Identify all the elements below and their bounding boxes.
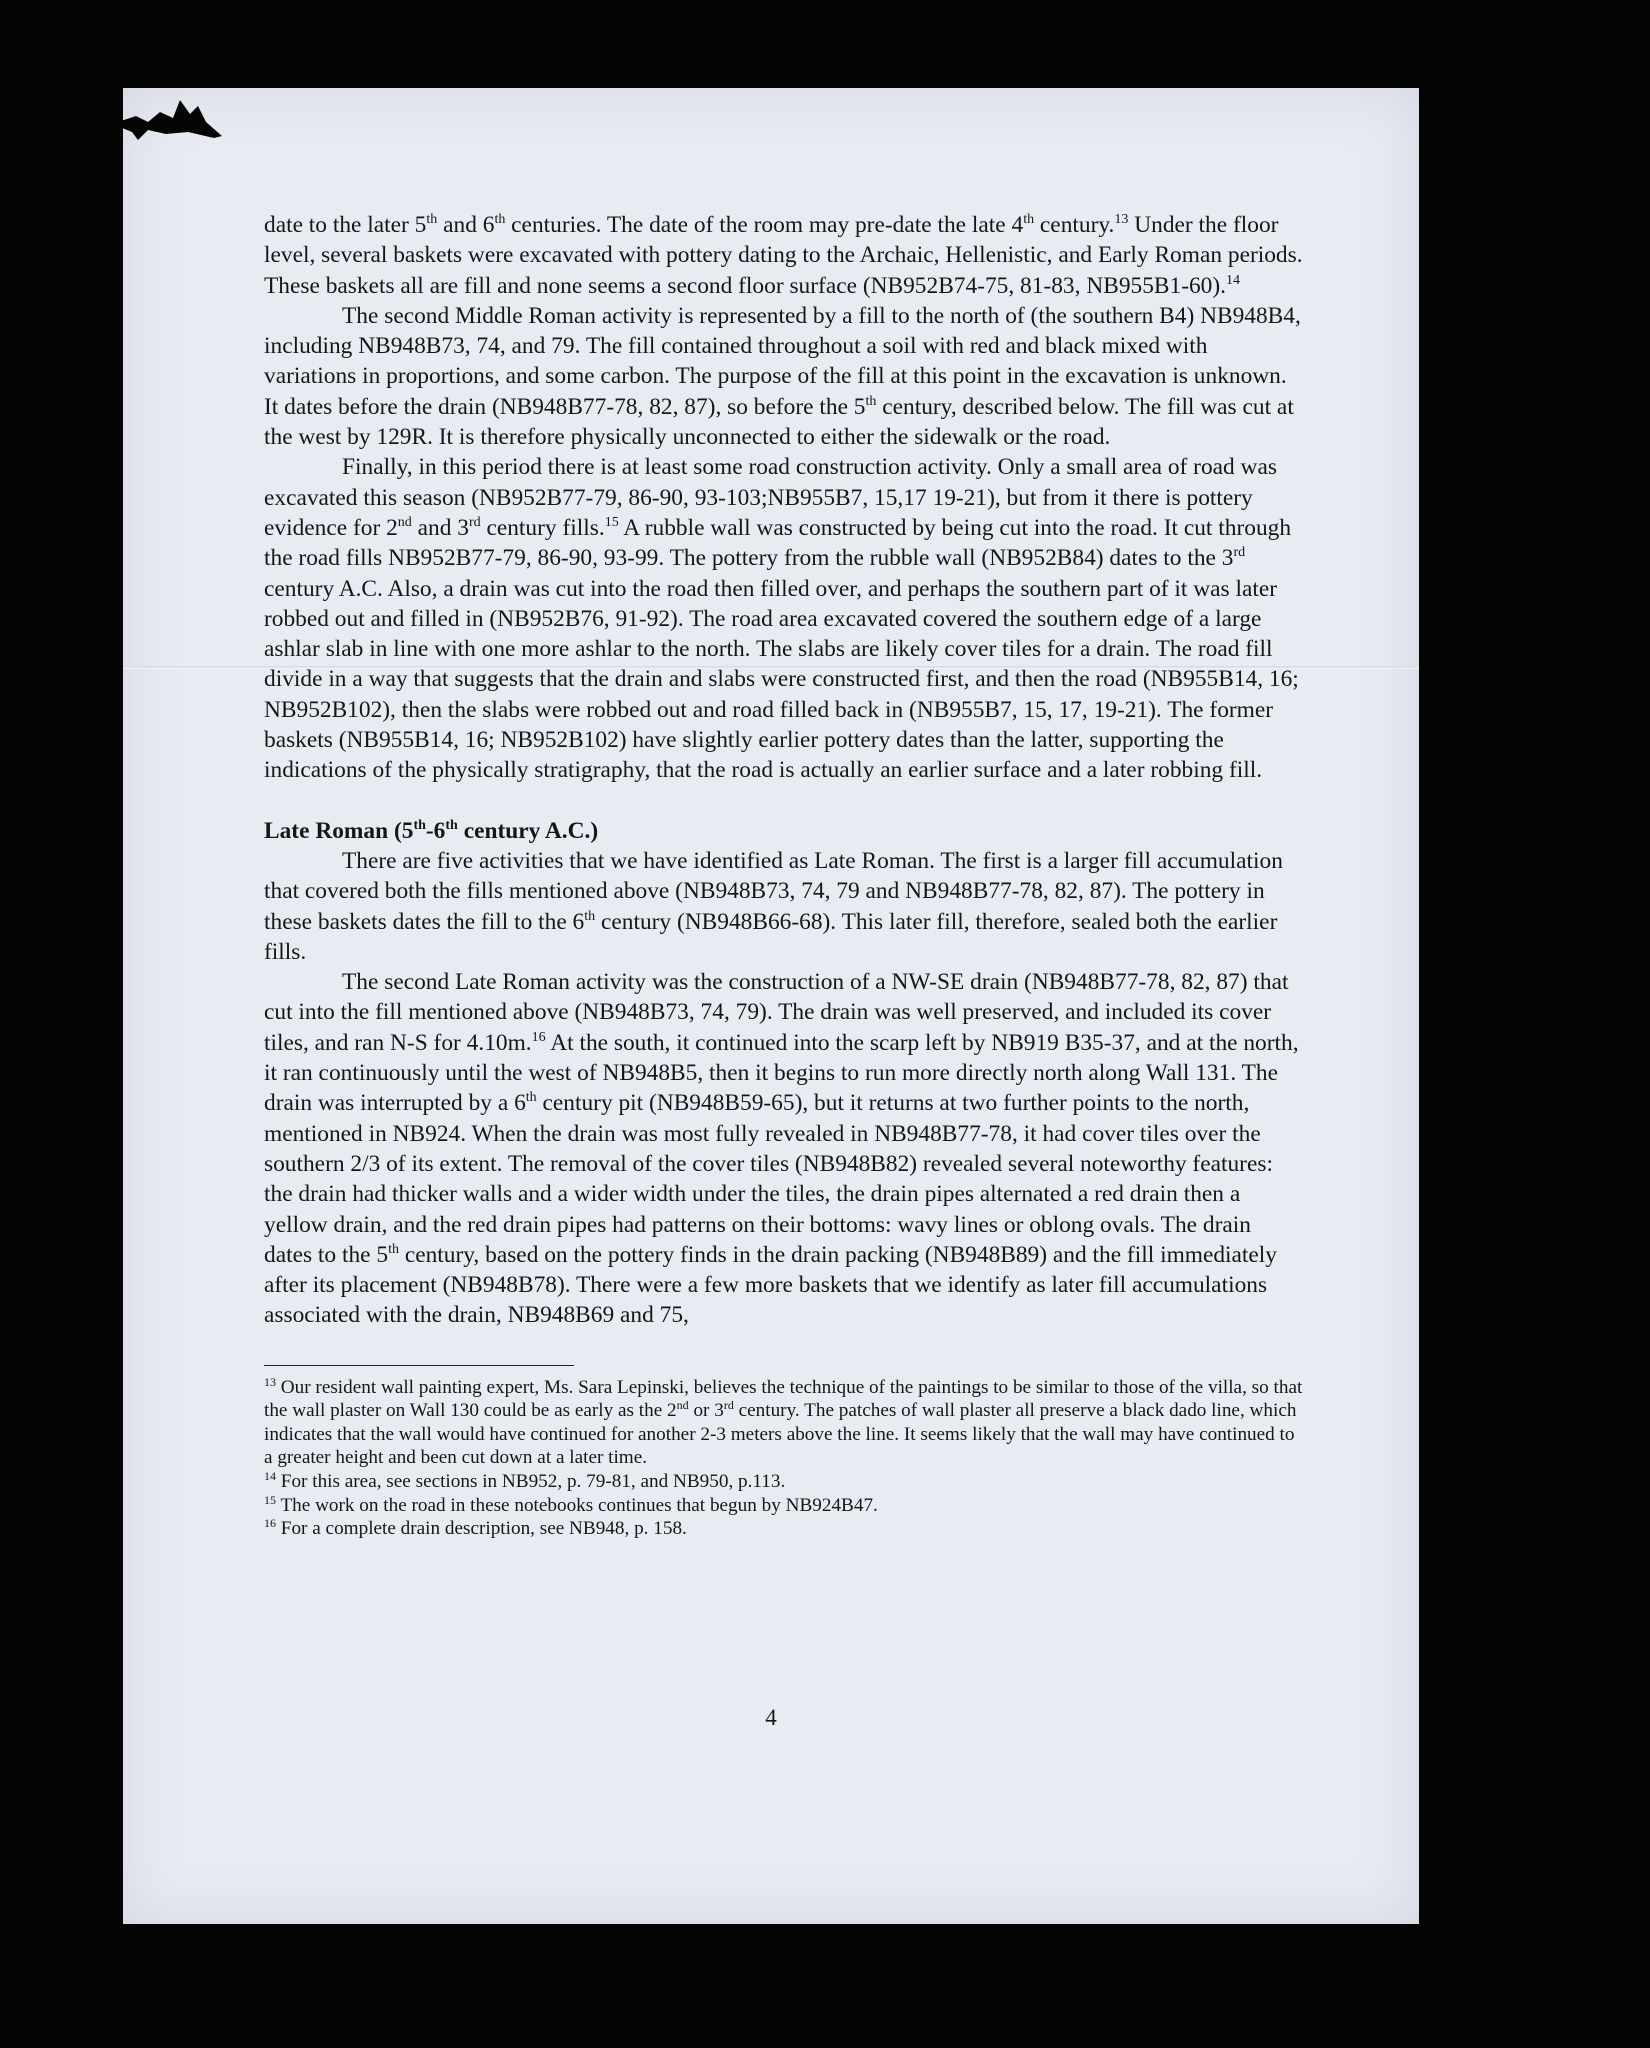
document-body — [264, 210, 1304, 1541]
paragraph-late-roman-fill: There are five activities that we have identified as Late Roman. The first is a larger fill accumulation that covered both the fills mentioned above (NB948B73, 74, 79 and NB948B77-78, 82, 87). The pottery in these baskets dates the fill to the 6th century (NB948B66-68). This later fill, therefore, sealed both the earlier fills. — [264, 847, 1283, 965]
torn-corner-mark — [118, 92, 228, 147]
footnote-ref-15: 15 — [604, 514, 619, 530]
footnote-ref-14: 14 — [1226, 272, 1241, 288]
footnote-separator — [264, 1365, 574, 1366]
page-number: 4 — [765, 1705, 777, 1730]
footnote-13: $^{13}$ Our resident wall painting expert, Ms. Sara Lepinski, believes the technique of the paintings to be similar to those of the villa, so that the wall plaster on Wall 130 could be as early as the 2nd or 3rd century. The patches of wall plaster all preserve a black dado line, which indicates that the wall would have continued for another 2-3 meters above the line. It seems likely that the wall may have continued to a greater height and been cut down at a later time. — [264, 1374, 1303, 1469]
section-heading-late-roman: Late Roman (5th-6th century A.C.) — [264, 817, 599, 844]
footnote-15: $^{15}$ The work on the road in these notebooks continues that begun by NB924B47. — [264, 1492, 878, 1516]
paragraph-road-construction: Finally, in this period there is at least some road construction activity. Only a small area of road was excavated this season (NB952B77-79, 86-90, 93-103;NB955B7, 15,17 19-21), but from it there is pottery evidence for 2nd and 3rd century fills.$^{15}$ A rubble wall was constructed by being cut into the road. It cut through the road fills NB952B77-79, 86-90, 93-99. The pottery from the rubble wall (NB952B84) dates to the 3rd century A.C. Also, a drain was cut into the road then filled over, and perhaps the southern part of it was later robbed out and filled in (NB952B76, 91-92). The road area excavated covered the southern edge of a large ashlar slab in line with one more ashlar to the north. The slabs are likely cover tiles for a drain. The road fill divide in a way that suggests that the drain and slabs were constructed first, and then the road (NB955B14, 16; NB952B102), then the slabs were robbed out and road filled back in (NB955B7, 15, 17, 19-21). The former baskets (NB955B14, 16; NB952B102) have slightly earlier pottery dates than the latter, supporting the indications of the physically stratigraphy, that the road is actually an earlier surface and a later robbing fill. — [264, 454, 1299, 784]
paragraph-continuation: date to the later 5th and 6th centuries. The date of the room may pre-date the late 4th century.$^{13}$ Under the floor level, several baskets were excavated with pottery dating to the Archaic, Hellenistic, and Early Roman periods. These baskets all are fill and none seems a second floor surface (NB952B74-75, 81-83, NB955B1-60).$^{14}$ — [264, 212, 1303, 299]
footnote-ref-16: 16 — [531, 1029, 546, 1045]
footnote-14: $^{14}$ For this area, see sections in NB952, p. 79-81, and NB950, p.113. — [264, 1469, 786, 1493]
paragraph-middle-roman-fill: The second Middle Roman activity is represented by a fill to the north of (the southern B4) NB948B4, including NB948B73, 74, and 79. The fill contained throughout a soil with red and black mixed with variations in proportions, and some carbon. The purpose of the fill at this point in the excavation is unknown. It dates before the drain (NB948B77-78, 82, 87), so before the 5th century, described below. The fill was cut at the west by 129R. It is therefore physically unconnected to either the sidewalk or the road. — [264, 302, 1301, 451]
footnote-ref-13: 13 — [1114, 212, 1129, 227]
footnote-16: $^{16}$ For a complete drain description, see NB948, p. 158. — [264, 1516, 687, 1540]
paragraph-drain-construction: The second Late Roman activity was the construction of a NW-SE drain (NB948B77-78, 82, 87) that cut into the fill mentioned above (NB948B73, 74, 79). The drain was well preserved, and included its cover tiles, and ran N-S for 4.10m.$^{16}$ At the south, it continued into the scarp left by NB919 B35-37, and at the north, it ran continuously until the west of NB948B5, then it begins to run more directly north along Wall 131. The drain was interrupted by a 6th century pit (NB948B59-65), but it returns at two further points to the north, mentioned in NB924. When the drain was most fully revealed in NB948B77-78, it had cover tiles over the southern 2/3 of its extent. The removal of the cover tiles (NB948B82) revealed several noteworthy features: the drain had thicker walls and a wider width under the tiles, the drain pipes alternated a red drain then a yellow drain, and the red drain pipes had patterns on their bottoms: wavy lines or oblong ovals. The drain dates to the 5th century, based on the pottery finds in the drain packing (NB948B89) and the fill immediately after its placement (NB948B78). There were a few more baskets that we identify as later fill accumulations associated with the drain, NB948B69 and 75, — [264, 969, 1299, 1329]
